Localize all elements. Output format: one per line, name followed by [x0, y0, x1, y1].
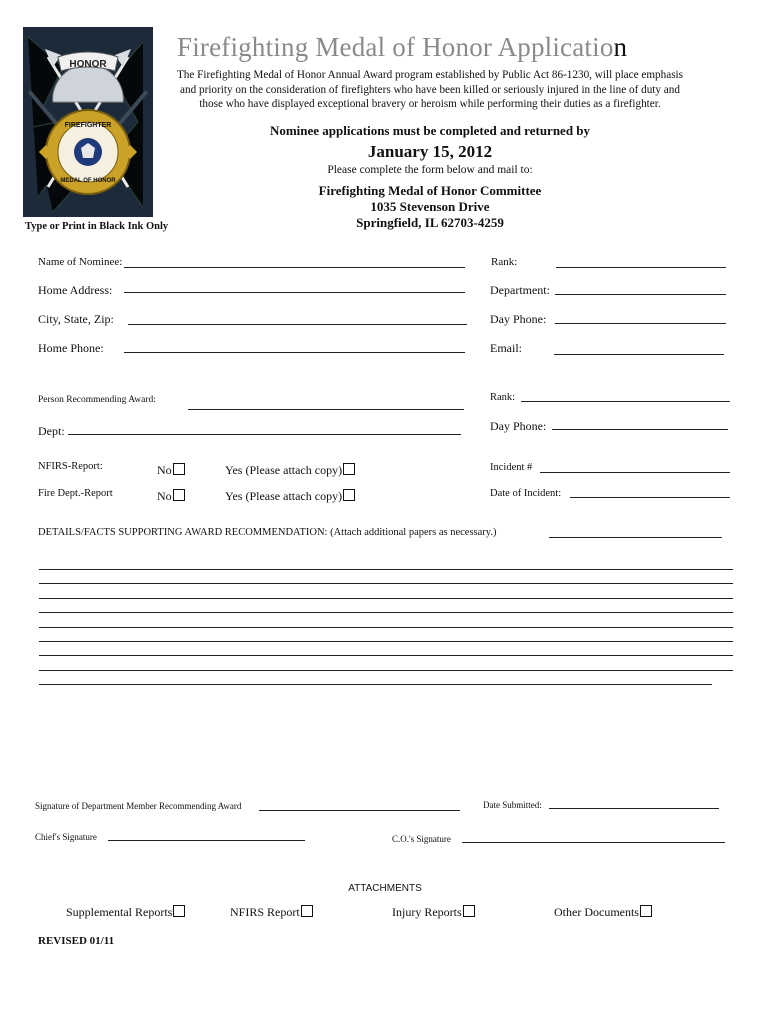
- attachment-label: Other Documents: [554, 905, 639, 919]
- date-submitted-label: Date Submitted:: [483, 800, 542, 810]
- details-line[interactable]: [39, 670, 733, 671]
- city-state-zip-label: City, State, Zip:: [38, 312, 114, 326]
- date-of-incident-label: Date of Incident:: [490, 488, 562, 499]
- recommender-day-phone-label: Day Phone:: [490, 419, 547, 433]
- page-title-main: Firefighting Medal of Honor Applicatio: [177, 32, 614, 62]
- other-documents-checkbox[interactable]: [640, 905, 652, 917]
- mailing-address: [172, 183, 688, 231]
- committee-city: Springfield, IL 62703-4259: [356, 215, 504, 230]
- details-line[interactable]: [39, 641, 733, 642]
- mail-instructions: Please complete the form below and mail to:: [327, 164, 533, 176]
- fire-dept-yes-checkbox[interactable]: [343, 489, 355, 501]
- nfirs-report-label: NFIRS-Report:: [38, 461, 103, 472]
- nominee-rank-field[interactable]: [556, 267, 726, 268]
- attachment-label: Supplemental Reports: [66, 905, 173, 919]
- details-line[interactable]: [39, 627, 733, 628]
- date-submitted-field[interactable]: [549, 808, 719, 809]
- person-recommending-label: Person Recommending Award:: [38, 395, 156, 405]
- incident-number-field[interactable]: [540, 472, 730, 473]
- injury-reports-checkbox[interactable]: [463, 905, 475, 917]
- details-line[interactable]: [39, 583, 733, 584]
- dept-field[interactable]: [68, 434, 461, 435]
- details-line[interactable]: [39, 612, 733, 613]
- department-label: Department:: [490, 283, 550, 297]
- incident-number-label: Incident #: [490, 462, 533, 473]
- fire-dept-no-checkbox[interactable]: [173, 489, 185, 501]
- nominee-day-phone-field[interactable]: [555, 323, 726, 324]
- badge-ring-bottom: MEDAL OF HONOR: [60, 178, 116, 184]
- badge-ring-top: FIREFIGHTER: [64, 122, 112, 129]
- revision-note: REVISED 01/11: [38, 935, 115, 947]
- nominee-name-field[interactable]: [124, 267, 465, 268]
- home-address-label: Home Address:: [38, 283, 113, 297]
- city-state-zip-field[interactable]: [128, 324, 467, 325]
- medal-of-honor-badge-logo: [23, 27, 153, 217]
- details-label: DETAILS/FACTS SUPPORTING AWARD RECOMMENDATION: (Attach additional papers as necessary.): [38, 527, 497, 538]
- nfirs-no-label: No: [157, 463, 172, 477]
- deadline-note: Nominee applications must be completed and returned by: [269, 123, 591, 138]
- committee-name: Firefighting Medal of Honor Committee: [318, 183, 542, 198]
- deadline-date: January 15, 2012: [367, 142, 493, 161]
- chief-signature-label: Chief's Signature: [35, 832, 97, 842]
- attachments-title: ATTACHMENTS: [348, 883, 422, 894]
- recommender-rank-label: Rank:: [490, 392, 516, 403]
- nfirs-no-option: [157, 463, 185, 478]
- nfirs-report-checkbox[interactable]: [301, 905, 313, 917]
- home-phone-field[interactable]: [124, 352, 465, 353]
- date-of-incident-field[interactable]: [570, 497, 730, 498]
- fire-dept-no-option: [157, 489, 185, 504]
- committee-street: 1035 Stevenson Drive: [370, 199, 490, 214]
- nominee-rank-label: Rank:: [491, 256, 518, 268]
- supplemental-reports-checkbox[interactable]: [173, 905, 185, 917]
- page-title: [177, 32, 627, 63]
- attachment-label: NFIRS Report: [230, 905, 300, 919]
- nfirs-no-checkbox[interactable]: [173, 463, 185, 475]
- nfirs-yes-checkbox[interactable]: [343, 463, 355, 475]
- details-line[interactable]: [39, 598, 733, 599]
- attachment-injury-reports: [392, 905, 475, 920]
- fire-dept-no-label: No: [157, 489, 172, 503]
- attachment-supplemental-reports: [66, 905, 185, 920]
- ink-note: Type or Print in Black Ink Only: [25, 221, 169, 232]
- home-phone-label: Home Phone:: [38, 341, 104, 355]
- chief-signature-field[interactable]: [108, 840, 305, 841]
- details-first-line[interactable]: [549, 537, 722, 538]
- details-line[interactable]: [39, 684, 712, 685]
- page-title-last-letter: n: [613, 32, 628, 62]
- details-line[interactable]: [39, 655, 733, 656]
- recommender-day-phone-field[interactable]: [552, 429, 728, 430]
- fire-dept-yes-option: [225, 489, 355, 504]
- co-signature-field[interactable]: [462, 842, 725, 843]
- dept-member-signature-label: Signature of Department Member Recommending Award: [35, 801, 242, 811]
- details-line[interactable]: [39, 569, 733, 570]
- nfirs-yes-label: Yes (Please attach copy): [225, 463, 343, 477]
- person-recommending-field[interactable]: [188, 409, 464, 410]
- nominee-day-phone-label: Day Phone:: [490, 312, 547, 326]
- home-address-field[interactable]: [124, 292, 465, 293]
- dept-label: Dept:: [38, 424, 65, 438]
- co-signature-label: C.O.'s Signature: [392, 834, 451, 844]
- email-label: Email:: [490, 341, 522, 355]
- fire-dept-report-label: Fire Dept.-Report: [38, 488, 113, 499]
- nominee-name-label: Name of Nominee:: [38, 256, 123, 268]
- attachment-other-documents: [554, 905, 652, 920]
- recommender-rank-field[interactable]: [521, 401, 730, 402]
- dept-member-signature-field[interactable]: [259, 810, 460, 811]
- attachment-label: Injury Reports: [392, 905, 462, 919]
- email-field[interactable]: [554, 354, 724, 355]
- badge-banner-text: HONOR: [69, 59, 107, 70]
- attachment-nfirs-report: [230, 905, 313, 920]
- nfirs-yes-option: [225, 463, 355, 478]
- department-field[interactable]: [555, 294, 726, 295]
- intro-paragraph: The Firefighting Medal of Honor Annual Award program established by Public Act 86-1230, will place emphasis and priority on the consideration of firefighters who have been killed or seriously injured in the line of duty and those who have displayed exceptional bravery or heroism while performing their duties as a firefighter.: [176, 69, 684, 110]
- fire-dept-yes-label: Yes (Please attach copy): [225, 489, 343, 503]
